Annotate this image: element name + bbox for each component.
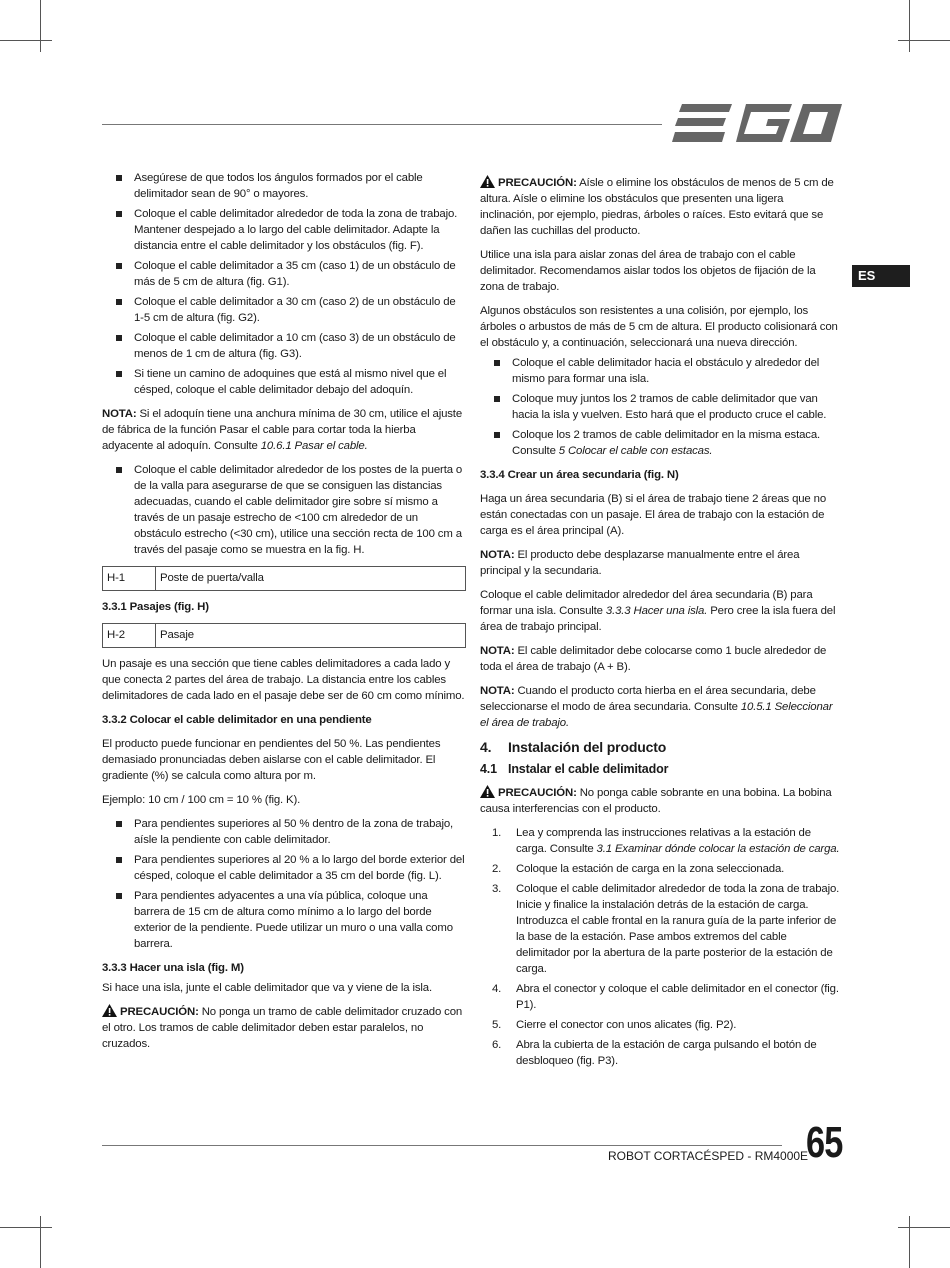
cross-reference: 10.6.1 Pasar el cable. bbox=[260, 440, 368, 452]
figure-legend-row bbox=[102, 623, 466, 648]
subsection-heading bbox=[480, 761, 840, 777]
step-item bbox=[480, 861, 840, 877]
step-number: 1. bbox=[492, 827, 502, 839]
step-number: 4. bbox=[492, 983, 502, 995]
cross-reference: 5 Colocar el cable con estacas. bbox=[558, 445, 713, 457]
list-item: Para pendientes adyacentes a una vía pública, coloque una barrera de 15 cm de altura como mínimo a lo largo del borde exterior de la pendiente. Puede utilizar un muro o una valla como barrera. bbox=[102, 888, 466, 952]
list-item: Coloque el cable delimitador a 10 cm (caso 3) de un obstáculo de menos de 1 cm de altura (fig. G3). bbox=[102, 330, 466, 362]
warning-icon bbox=[102, 1004, 117, 1017]
section-heading: 3.3.3 Hacer una isla (fig. M) bbox=[102, 962, 244, 974]
chapter-title: Instalación del producto bbox=[508, 739, 667, 755]
list-item: Si tiene un camino de adoquines que está al mismo nivel que el césped, coloque el cable delimitador debajo del adoquín. bbox=[102, 366, 466, 398]
chapter-heading bbox=[480, 739, 840, 755]
legend-key: H-1 bbox=[103, 567, 156, 590]
list-item: Para pendientes superiores al 50 % dentro de la zona de trabajo, aísle la pendiente con cable delimitador. bbox=[102, 816, 466, 848]
step-item bbox=[480, 1017, 840, 1033]
caution-text: No ponga cable sobrante en una bobina. La bobina causa interferencias con el producto. bbox=[480, 787, 832, 815]
body-paragraph: Un pasaje es una sección que tiene cables delimitadores a cada lado y que conecta 2 partes del área de trabajo. La distancia entre los cables delimitadores de cada lado en el pasaje debe ser de 60 cm como mínimo. bbox=[102, 658, 465, 702]
section-heading: 3.3.2 Colocar el cable delimitador en una pendiente bbox=[102, 714, 372, 726]
crop-mark bbox=[909, 1216, 910, 1268]
body-paragraph bbox=[480, 587, 840, 635]
list-item bbox=[480, 427, 840, 459]
step-text: Cierre el conector con unos alicates (fig. P2). bbox=[516, 1019, 737, 1031]
cross-reference: 3.3.3 Hacer una isla. bbox=[605, 605, 708, 617]
legend-value: Poste de puerta/valla bbox=[160, 572, 264, 584]
caution-paragraph bbox=[480, 785, 840, 817]
body-paragraph: Utilice una isla para aislar zonas del área de trabajo con el cable delimitador. Recomendamos aislar todos los objetos de fijación de la zona de trabajo. bbox=[480, 249, 816, 293]
footer-product-name: ROBOT CORTACÉSPED - RM4000E bbox=[608, 1149, 809, 1163]
cross-reference: 10.5.1 Seleccionar el área de trabajo. bbox=[480, 701, 833, 729]
bullet-list bbox=[102, 170, 466, 398]
step-text: Coloque la estación de carga en la zona seleccionada. bbox=[516, 863, 785, 875]
language-tab: ES bbox=[852, 265, 910, 287]
step-item bbox=[480, 881, 840, 977]
step-text: Lea y comprenda las instrucciones relativas a la estación de carga. Consulte bbox=[516, 827, 811, 855]
step-item bbox=[480, 1037, 840, 1069]
warning-icon bbox=[480, 175, 495, 188]
legend-key: H-2 bbox=[103, 624, 156, 647]
bullet-list bbox=[102, 462, 466, 558]
list-item: Coloque el cable delimitador hacia el obstáculo y alrededor del mismo para formar una isla. bbox=[480, 355, 840, 387]
chapter-number: 4. bbox=[480, 739, 492, 755]
caution-text: Aísle o elimine los obstáculos de menos de 5 cm de altura. Aísle o elimine los obstáculos que presenten una ligera inclinación, por ejemplo, piedras, árboles o raíces. Esto evitará que se dañen las cuchillas del producto. bbox=[480, 177, 834, 237]
list-item: Coloque muy juntos los 2 tramos de cable delimitador que van hacia la isla y vuelven. Esto hará que el producto cruce el cable. bbox=[480, 391, 840, 423]
note-text: Si el adoquín tiene una anchura mínima de 30 cm, utilice el ajuste de fábrica de la función Pasar el cable para cortar toda la hierba adyacente al adoquín. Consulte bbox=[102, 408, 463, 452]
list-item-text: Coloque los 2 tramos de cable delimitador en la misma estaca. Consulte bbox=[512, 429, 821, 457]
note-label: NOTA: bbox=[480, 549, 515, 561]
step-item bbox=[480, 981, 840, 1013]
caution-paragraph bbox=[480, 175, 840, 239]
step-number: 5. bbox=[492, 1019, 502, 1031]
list-item: Coloque el cable delimitador a 30 cm (caso 2) de un obstáculo de 1-5 cm de altura (fig. G2). bbox=[102, 294, 466, 326]
note-label: NOTA: bbox=[102, 408, 137, 420]
crop-mark bbox=[898, 40, 950, 41]
crop-mark bbox=[0, 40, 52, 41]
figure-legend-row bbox=[102, 566, 466, 591]
bullet-list bbox=[102, 816, 466, 952]
body-paragraph: Ejemplo: 10 cm / 100 cm = 10 % (fig. K). bbox=[102, 794, 301, 806]
left-column bbox=[102, 170, 466, 1060]
note-paragraph bbox=[480, 547, 840, 579]
body-paragraph: El producto puede funcionar en pendientes del 50 %. Las pendientes demasiado pronunciadas deben aislarse con el cable delimitador. El gradiente (%) se calcula como altura por m. bbox=[102, 738, 441, 782]
note-label: NOTA: bbox=[480, 685, 515, 697]
list-item: Coloque el cable delimitador alrededor de toda la zona de trabajo. Mantener despejado a lo largo del cable delimitador. Adapte la distancia entre el cable delimitador y los obstáculos (fig. F). bbox=[102, 206, 466, 254]
step-number: 6. bbox=[492, 1039, 502, 1051]
body-paragraph: Si hace una isla, junte el cable delimitador que va y viene de la isla. bbox=[102, 982, 433, 994]
step-number: 2. bbox=[492, 863, 502, 875]
note-text: El producto debe desplazarse manualmente entre el área principal y la secundaria. bbox=[480, 549, 800, 577]
note-text: El cable delimitador debe colocarse como 1 bucle alrededor de toda el área de trabajo (A + B). bbox=[480, 645, 827, 673]
caution-label: PRECAUCIÓN: bbox=[498, 787, 577, 799]
cross-reference: 3.1 Examinar dónde colocar la estación de carga. bbox=[596, 843, 840, 855]
caution-label: PRECAUCIÓN: bbox=[498, 177, 577, 189]
body-text: Coloque el cable delimitador alrededor del área secundaria (B) para formar una isla. Consulte bbox=[480, 589, 813, 617]
body-paragraph: Haga un área secundaria (B) si el área de trabajo tiene 2 áreas que no están conectadas con un pasaje. El área de trabajo con la estación de carga es el área principal (A). bbox=[480, 493, 827, 537]
step-item bbox=[480, 825, 840, 857]
list-item: Coloque el cable delimitador alrededor de los postes de la puerta o de la valla para asegurarse de que se consiguen las distancias adecuadas, cuando el cable delimitador gire sobre sí mismo a través de un pasaje estrecho de <100 cm alrededor de un obstáculo estrecho (<30 cm), utilice una sección recta de 100 cm a través del pasaje como se muestra en la fig. H. bbox=[102, 462, 466, 558]
body-text: Pero cree la isla fuera del área de trabajo principal. bbox=[480, 605, 836, 633]
caution-label: PRECAUCIÓN: bbox=[120, 1006, 199, 1018]
section-heading: 3.3.1 Pasajes (fig. H) bbox=[102, 601, 209, 613]
note-paragraph bbox=[102, 406, 466, 454]
right-column bbox=[480, 175, 840, 1073]
list-item: Coloque el cable delimitador a 35 cm (caso 1) de un obstáculo de más de 5 cm de altura (fig. G1). bbox=[102, 258, 466, 290]
crop-mark bbox=[40, 0, 41, 52]
step-text: Coloque el cable delimitador alrededor de toda la zona de trabajo. Inicie y finalice la instalación detrás de la estación de carga. Introduzca el cable frontal en la ranura guía de la parte inferior de la base de la estación. Pase ambos extremos del cable delimitador por la abertura de la parte posterior de la estación de carga. bbox=[516, 883, 840, 975]
section-heading: 3.3.4 Crear un área secundaria (fig. N) bbox=[480, 469, 679, 481]
subsection-number: 4.1 bbox=[480, 762, 497, 776]
ego-logo bbox=[672, 102, 844, 144]
note-text: Cuando el producto corta hierba en el área secundaria, debe seleccionarse el modo de área secundaria. Consulte bbox=[480, 685, 816, 713]
crop-mark bbox=[0, 1227, 52, 1228]
crop-mark bbox=[40, 1216, 41, 1268]
bullet-list bbox=[480, 355, 840, 459]
step-text: Abra el conector y coloque el cable delimitador en el conector (fig. P1). bbox=[516, 983, 839, 1011]
footer-rule bbox=[102, 1145, 782, 1146]
header-rule bbox=[102, 124, 662, 125]
numbered-steps bbox=[480, 825, 840, 1069]
caution-text: No ponga un tramo de cable delimitador cruzado con el otro. Los tramos de cable delimitador deben estar paralelos, no cruzados. bbox=[102, 1006, 463, 1050]
note-paragraph bbox=[480, 683, 840, 731]
warning-icon bbox=[480, 785, 495, 798]
legend-value: Pasaje bbox=[160, 629, 194, 641]
body-paragraph: Algunos obstáculos son resistentes a una colisión, por ejemplo, los árboles o arbustos de más de 5 cm de altura. El producto colisionará con el obstáculo y, a continuación, seleccionará una nueva dirección. bbox=[480, 305, 838, 349]
list-item: Asegúrese de que todos los ángulos formados por el cable delimitador sean de 90° o mayores. bbox=[102, 170, 466, 202]
caution-paragraph bbox=[102, 1004, 466, 1052]
note-paragraph bbox=[480, 643, 840, 675]
step-text: Abra la cubierta de la estación de carga pulsando el botón de desbloqueo (fig. P3). bbox=[516, 1039, 817, 1067]
subsection-title: Instalar el cable delimitador bbox=[508, 762, 669, 776]
crop-mark bbox=[909, 0, 910, 52]
crop-mark bbox=[898, 1227, 950, 1228]
note-label: NOTA: bbox=[480, 645, 515, 657]
step-number: 3. bbox=[492, 883, 502, 895]
list-item: Para pendientes superiores al 20 % a lo largo del borde exterior del césped, coloque el cable delimitador a 35 cm del borde (fig. L). bbox=[102, 852, 466, 884]
page-number: 65 bbox=[806, 1118, 843, 1167]
